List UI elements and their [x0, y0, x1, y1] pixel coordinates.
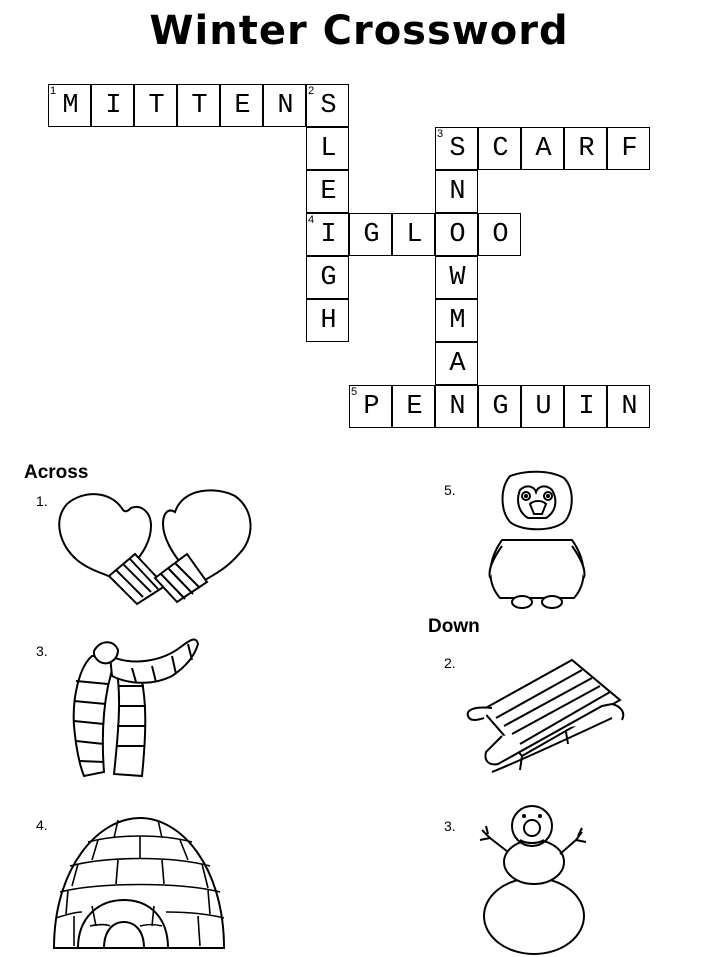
cell-letter: F [621, 134, 638, 164]
cell-letter: O [492, 220, 509, 250]
clue-number: 1. [36, 493, 48, 509]
cell-letter: E [320, 177, 337, 207]
crossword-cell[interactable] [134, 84, 177, 127]
cell-letter: L [320, 134, 337, 164]
cell-letter: R [578, 134, 595, 164]
igloo-icon [48, 808, 228, 953]
cell-letter: N [449, 177, 466, 207]
crossword-cell[interactable] [392, 213, 435, 256]
crossword-cell[interactable] [263, 84, 306, 127]
cell-letter: P [363, 392, 380, 422]
cell-letter: I [105, 91, 122, 121]
crossword-cell[interactable] [306, 256, 349, 299]
page-title: Winter Crossword [149, 8, 569, 54]
clue-number: 5. [444, 482, 456, 498]
crossword-cell[interactable] [306, 213, 349, 256]
clue-number-label: 4 [308, 214, 315, 226]
clue-number: 3. [444, 818, 456, 834]
crossword-cell[interactable] [478, 127, 521, 170]
crossword-cell[interactable] [478, 213, 521, 256]
scarf-icon [62, 626, 207, 786]
crossword-cell[interactable] [306, 170, 349, 213]
cell-letter: N [621, 392, 638, 422]
cell-letter: I [320, 220, 337, 250]
cell-letter: M [449, 306, 466, 336]
cell-letter: T [191, 91, 208, 121]
crossword-cell[interactable] [435, 127, 478, 170]
cell-letter: C [492, 134, 509, 164]
crossword-cell[interactable] [48, 84, 91, 127]
cell-letter: W [449, 263, 466, 293]
crossword-cell[interactable] [177, 84, 220, 127]
clue-number-label: 3 [437, 128, 444, 140]
clue-number: 4. [36, 817, 48, 833]
cell-letter: T [148, 91, 165, 121]
crossword-cell[interactable] [435, 385, 478, 428]
mittens-icon [55, 482, 260, 607]
crossword-cell[interactable] [91, 84, 134, 127]
sled-icon [462, 648, 642, 778]
snowman-icon [470, 800, 600, 955]
cell-letter: L [406, 220, 423, 250]
cell-letter: G [363, 220, 380, 250]
crossword-cell[interactable] [349, 213, 392, 256]
crossword-cell[interactable] [607, 127, 650, 170]
crossword-cell[interactable] [306, 127, 349, 170]
cell-letter: O [449, 220, 466, 250]
crossword-cell[interactable] [306, 84, 349, 127]
cell-letter: G [320, 263, 337, 293]
clue-number-label: 5 [351, 386, 358, 398]
down-heading: Down [428, 616, 480, 637]
crossword-cell[interactable] [435, 256, 478, 299]
cell-letter: E [406, 392, 423, 422]
clue-number: 3. [36, 643, 48, 659]
crossword-cell[interactable] [521, 127, 564, 170]
cell-letter: N [277, 91, 294, 121]
cell-letter: A [535, 134, 552, 164]
crossword-cell[interactable] [435, 213, 478, 256]
crossword-cell[interactable] [478, 385, 521, 428]
cell-letter: E [234, 91, 251, 121]
crossword-cell[interactable] [349, 385, 392, 428]
cell-letter: S [320, 91, 337, 121]
cell-letter: I [578, 392, 595, 422]
cell-letter: U [535, 392, 552, 422]
crossword-cell[interactable] [306, 299, 349, 342]
cell-letter: M [62, 91, 79, 121]
clue-number-label: 2 [308, 85, 315, 97]
crossword-grid [0, 0, 718, 440]
crossword-cell[interactable] [435, 299, 478, 342]
cell-letter: G [492, 392, 509, 422]
clue-number: 2. [444, 655, 456, 671]
crossword-cell[interactable] [392, 385, 435, 428]
penguin-icon [482, 470, 592, 615]
cell-letter: A [449, 349, 466, 379]
clue-number-label: 1 [50, 85, 57, 97]
crossword-cell[interactable] [607, 385, 650, 428]
crossword-cell[interactable] [564, 127, 607, 170]
crossword-cell[interactable] [435, 342, 478, 385]
cell-letter: H [320, 306, 337, 336]
across-heading: Across [24, 462, 89, 483]
cell-letter: N [449, 392, 466, 422]
crossword-cell[interactable] [521, 385, 564, 428]
crossword-cell[interactable] [435, 170, 478, 213]
cell-letter: S [449, 134, 466, 164]
crossword-cell[interactable] [564, 385, 607, 428]
crossword-cell[interactable] [220, 84, 263, 127]
